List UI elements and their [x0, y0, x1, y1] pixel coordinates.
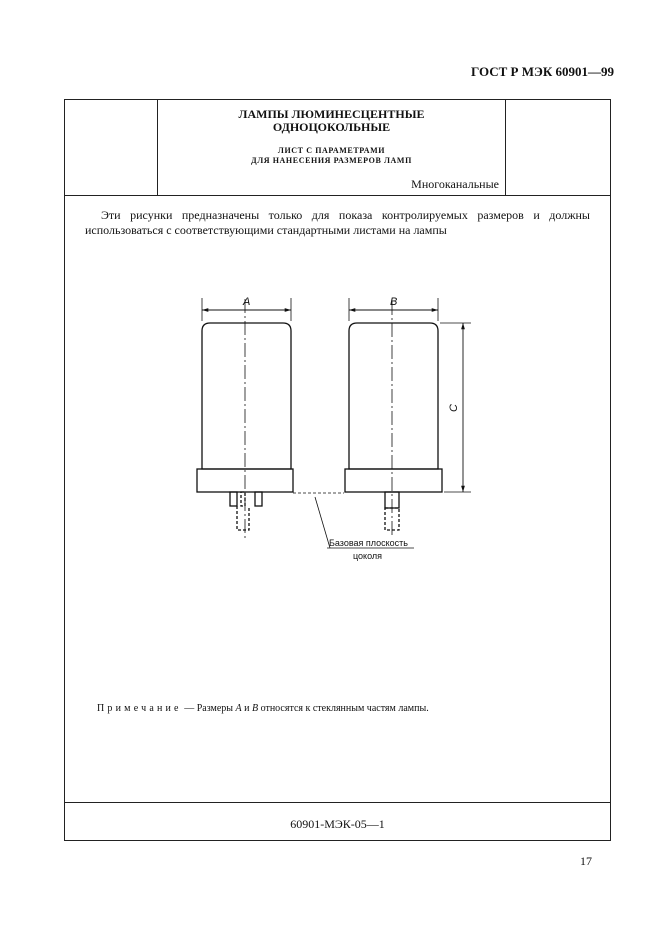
dimension-label-b: B — [390, 296, 398, 308]
sheet-code: 60901-МЭК-05—1 — [290, 817, 385, 831]
title-line-2: ОДНОЦОКОЛЬНЫЕ — [272, 120, 391, 134]
note-dim-a: A — [235, 703, 242, 714]
subtitle-line-2: ДЛЯ НАНЕСЕНИЯ РАЗМЕРОВ ЛАМП — [251, 156, 412, 165]
lamp-right — [345, 298, 471, 536]
lamp-left — [197, 298, 293, 538]
lamp-dimensions-drawing — [65, 100, 610, 600]
page-number: 17 — [580, 854, 592, 868]
subtitle-line-1: ЛИСТ С ПАРАМЕТРАМИ — [277, 146, 386, 155]
intro-text: Эти рисунки предназначены только для показа контролируемых размеров и должны использоваться с соответствующими стандартными листами на лампы — [85, 208, 590, 237]
note-prefix: Примечание — [97, 703, 182, 714]
base-plane-label-line-1: Базовая плоскость — [329, 538, 408, 548]
category-label: Многоканальные — [411, 177, 499, 191]
dimension-label-a: A — [243, 296, 251, 308]
standard-code: ГОСТ Р МЭК 60901—99 — [471, 64, 614, 79]
sheet-footer — [65, 802, 610, 841]
note-dash: — Размеры — [181, 703, 236, 714]
title-line-1: ЛАМПЫ ЛЮМИНЕСЦЕНТНЫЕ — [238, 107, 425, 121]
sheet-frame — [64, 99, 611, 841]
base-plane-label-line-2: цоколя — [353, 551, 383, 561]
note-text — [97, 703, 429, 714]
dimension-label-c: C — [448, 404, 460, 412]
note-and: и — [241, 703, 252, 714]
note-rest: относятся к стеклянным частям лампы. — [258, 703, 429, 714]
note-dim-b: B — [251, 703, 259, 714]
